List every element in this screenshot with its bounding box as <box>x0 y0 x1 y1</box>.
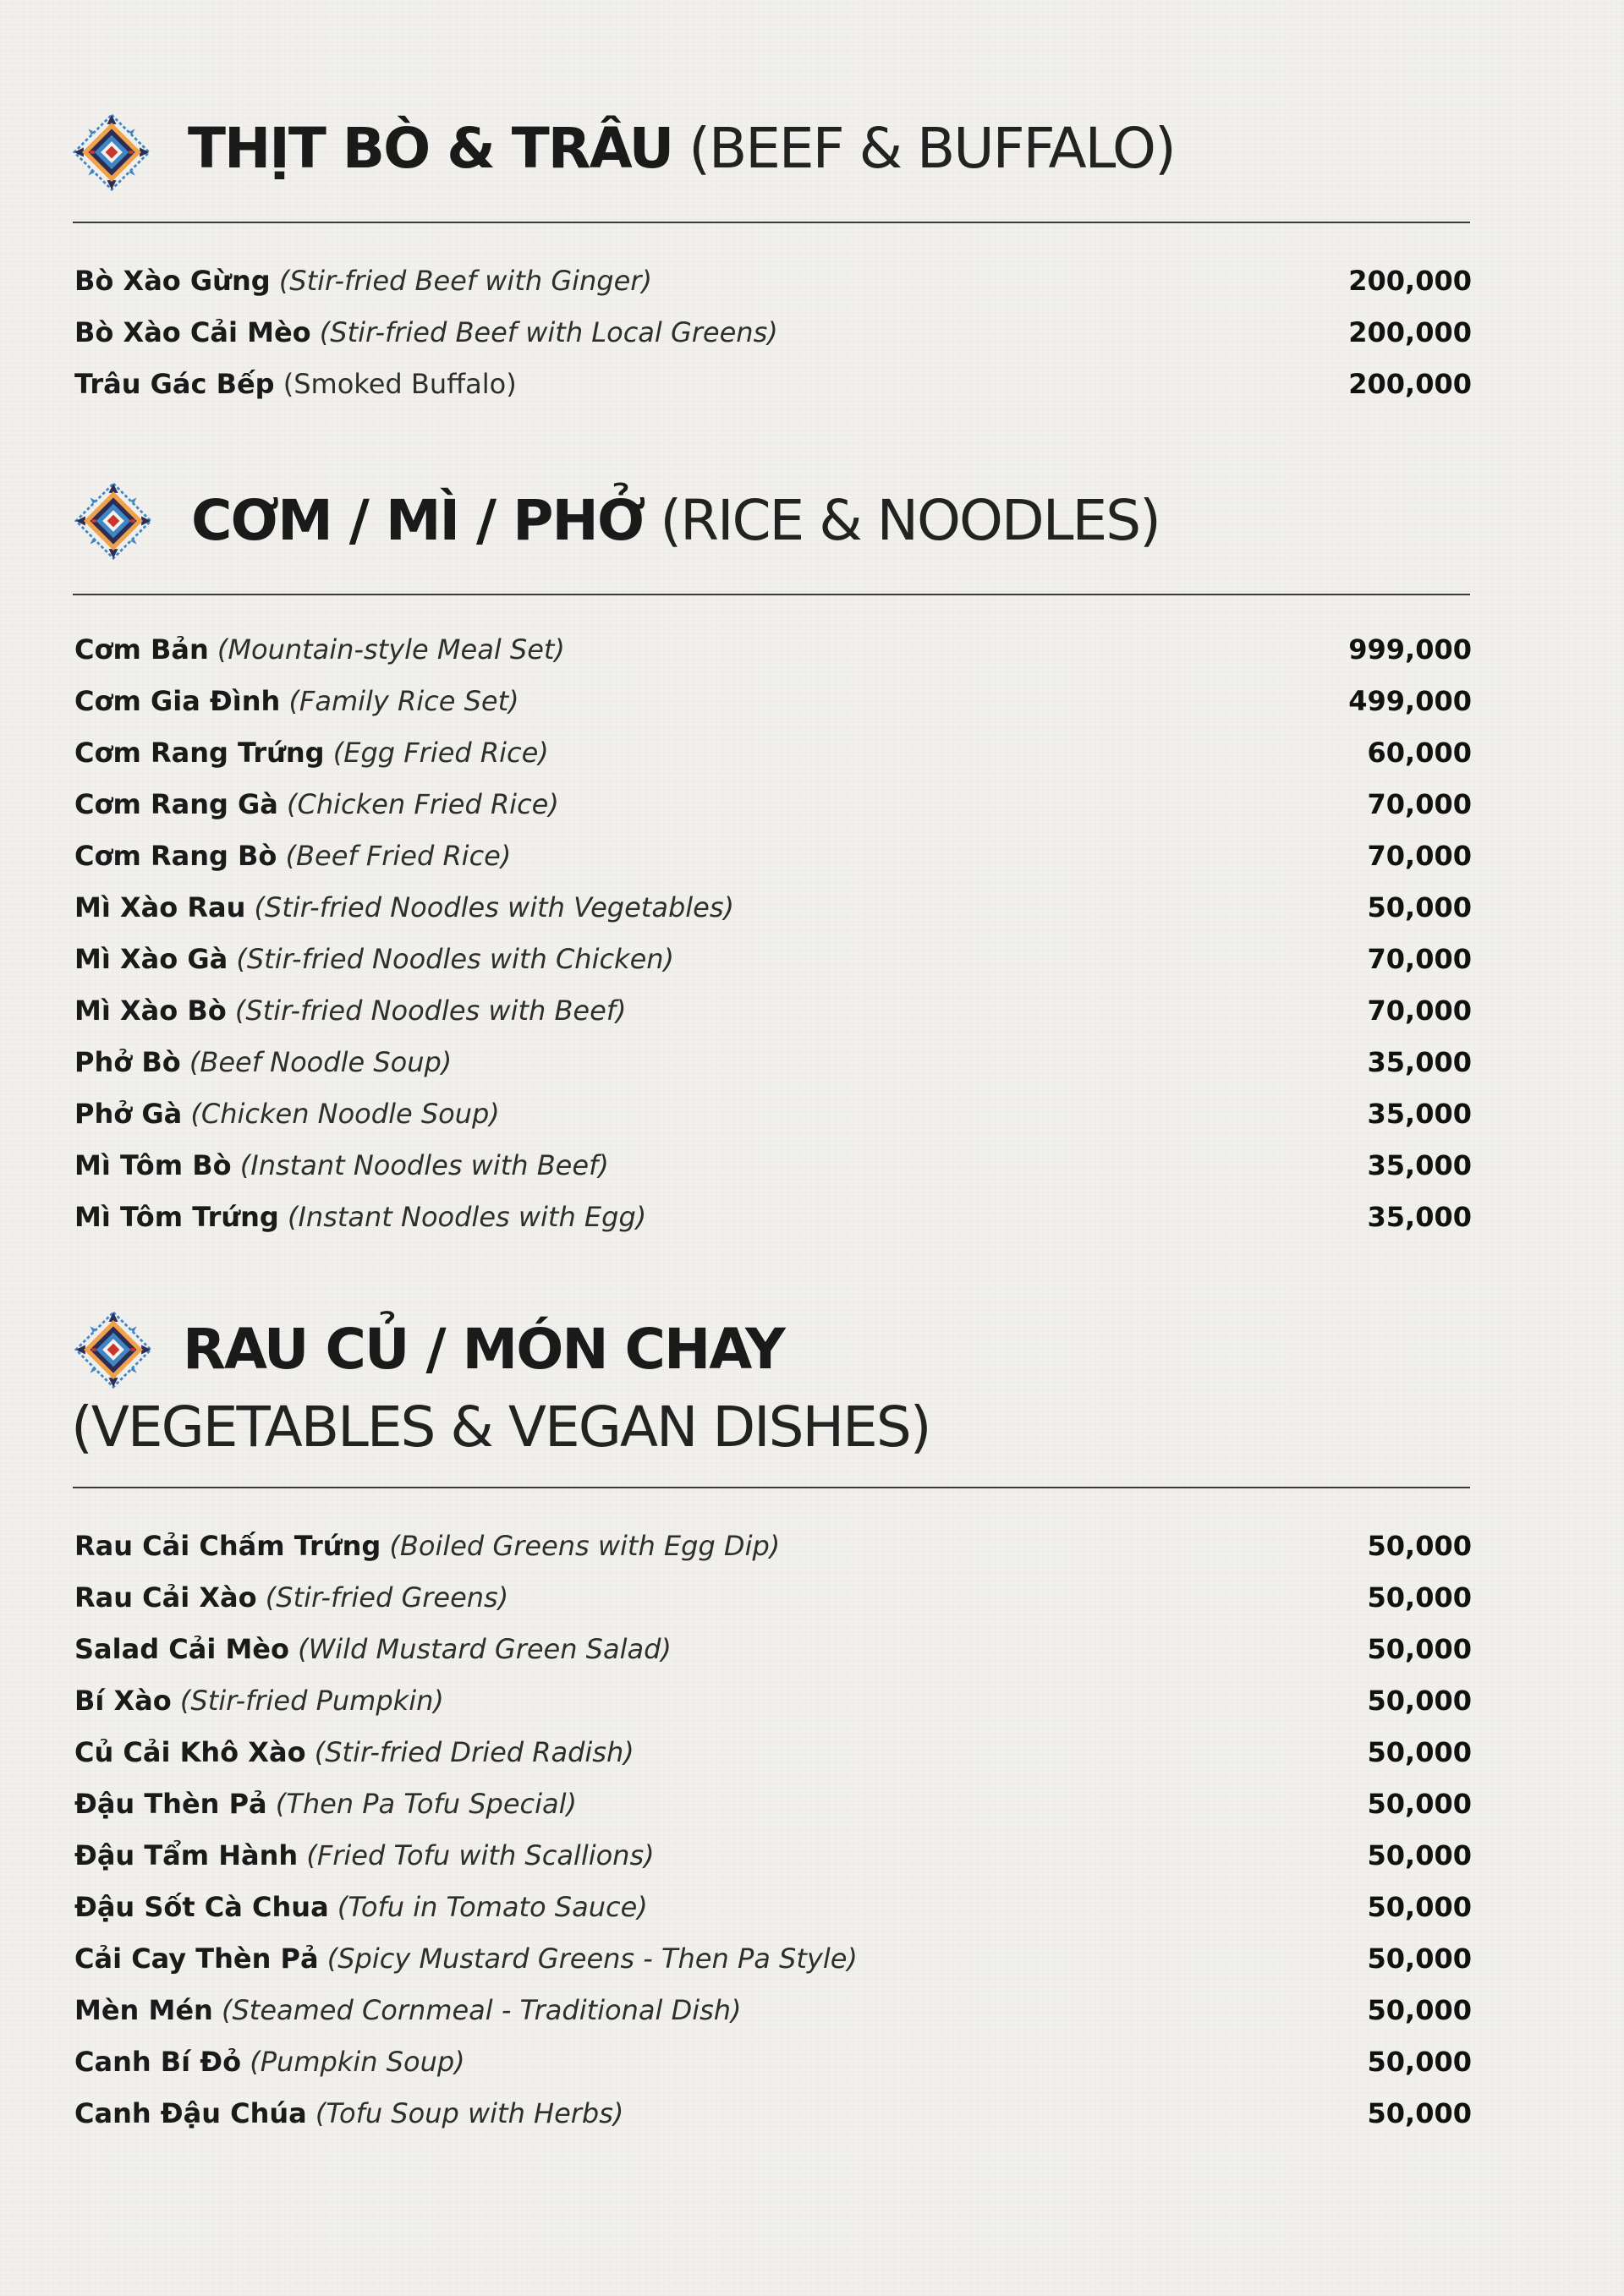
dish-price: 70,000 <box>1367 995 1472 1027</box>
dish-name: Phở Gà <box>74 1098 183 1130</box>
dish-price: 50,000 <box>1367 2097 1472 2129</box>
menu-item <box>74 1044 1472 1081</box>
dish-name: Đậu Sốt Cà Chua <box>74 1891 329 1923</box>
menu-item <box>74 2095 1472 2132</box>
section-divider <box>73 1487 1470 1488</box>
dish-price: 200,000 <box>1348 368 1472 400</box>
dish-price: 35,000 <box>1367 1046 1472 1078</box>
menu-item <box>74 1682 1472 1719</box>
dish-price: 50,000 <box>1367 1530 1472 1562</box>
menu-item <box>74 786 1472 823</box>
dish-name: Cơm Rang Gà <box>74 788 278 820</box>
diamond-pattern-icon <box>74 482 152 560</box>
dish-translation: (Beef Noodle Soup) <box>189 1046 453 1078</box>
dish-price: 50,000 <box>1367 2046 1472 2078</box>
dish-translation: (Mountain-style Meal Set) <box>217 633 565 666</box>
dish-price: 999,000 <box>1348 633 1472 666</box>
dish-name: Cơm Gia Đình <box>74 685 281 717</box>
dish-name: Mèn Mén <box>74 1994 213 2026</box>
dish-price: 70,000 <box>1367 788 1472 820</box>
dish-price: 50,000 <box>1367 1788 1472 1820</box>
menu-item <box>74 1940 1472 1977</box>
menu-item <box>74 837 1472 874</box>
menu-item <box>74 682 1472 720</box>
menu-item <box>74 2043 1472 2080</box>
dish-name: Salad Cải Mèo <box>74 1633 289 1665</box>
dish-price: 499,000 <box>1348 685 1472 717</box>
dish-price: 50,000 <box>1367 1891 1472 1923</box>
dish-price: 200,000 <box>1348 316 1472 348</box>
dish-name: Bò Xào Gừng <box>74 265 271 297</box>
dish-price: 50,000 <box>1367 1736 1472 1768</box>
dish-price: 60,000 <box>1367 737 1472 769</box>
menu-item <box>74 1785 1472 1822</box>
dish-translation: (Stir-fried Beef with Ginger) <box>278 265 652 297</box>
dish-translation: (Tofu in Tomato Sauce) <box>337 1891 648 1923</box>
dish-translation: (Tofu Soup with Herbs) <box>315 2097 624 2129</box>
dish-translation: (Family Rice Set) <box>288 685 519 717</box>
menu-item <box>74 365 1472 403</box>
dish-price: 70,000 <box>1367 840 1472 872</box>
section-divider <box>73 594 1470 595</box>
section-title-vi: RAU CỦ / MÓN CHAY <box>183 1317 784 1382</box>
section-title <box>191 490 1160 552</box>
dish-translation: (Steamed Cornmeal - Traditional Dish) <box>221 1994 742 2026</box>
menu-item <box>74 1198 1472 1236</box>
dish-translation: (Chicken Noodle Soup) <box>190 1098 500 1130</box>
menu-item <box>74 1630 1472 1668</box>
dish-price: 35,000 <box>1367 1201 1472 1233</box>
dish-price: 50,000 <box>1367 1685 1472 1717</box>
menu-item <box>74 992 1472 1029</box>
dish-translation: (Chicken Fried Rice) <box>287 788 559 820</box>
dish-price: 50,000 <box>1367 1581 1472 1614</box>
dish-translation: (Beef Fried Rice) <box>285 840 512 872</box>
section-title-en: (VEGETABLES & VEGAN DISHES) <box>71 1395 930 1460</box>
dish-name: Bí Xào <box>74 1685 172 1717</box>
section-title <box>183 1319 784 1381</box>
dish-name: Mì Xào Rau <box>74 891 246 923</box>
menu-item <box>74 1579 1472 1616</box>
dish-price: 50,000 <box>1367 1839 1472 1871</box>
dish-translation: (Stir-fried Noodles with Chicken) <box>236 943 675 975</box>
dish-price: 50,000 <box>1367 1994 1472 2026</box>
diamond-pattern-icon <box>73 113 151 191</box>
menu-item <box>74 262 1472 299</box>
dish-name: Củ Cải Khô Xào <box>74 1736 306 1768</box>
dish-translation: (Stir-fried Pumpkin) <box>179 1685 444 1717</box>
dish-name: Cơm Bản <box>74 633 209 666</box>
menu-item <box>74 889 1472 926</box>
dish-name: Cơm Rang Bò <box>74 840 277 872</box>
dish-translation: (Instant Noodles with Beef) <box>239 1149 609 1181</box>
dish-name: Canh Đậu Chúa <box>74 2097 307 2129</box>
dish-translation: (Fried Tofu with Scallions) <box>306 1839 655 1871</box>
dish-name: Đậu Tẩm Hành <box>74 1839 299 1871</box>
section-title-vi: THỊT BÒ & TRÂU <box>188 116 673 181</box>
menu-item <box>74 940 1472 978</box>
menu-item <box>74 1527 1472 1564</box>
dish-price: 200,000 <box>1348 265 1472 297</box>
menu-item <box>74 1147 1472 1184</box>
dish-translation: (Smoked Buffalo) <box>283 368 517 400</box>
section-title-en: (RICE & NOODLES) <box>660 488 1160 553</box>
dish-name: Mì Tôm Bò <box>74 1149 232 1181</box>
dish-name: Bò Xào Cải Mèo <box>74 316 311 348</box>
dish-name: Mì Xào Bò <box>74 995 227 1027</box>
dish-translation: (Stir-fried Greens) <box>265 1581 509 1614</box>
section-title <box>188 118 1175 180</box>
section-title-en: (BEEF & BUFFALO) <box>689 116 1175 181</box>
menu-item <box>74 734 1472 771</box>
menu-item <box>74 1734 1472 1771</box>
dish-translation: (Stir-fried Noodles with Beef) <box>234 995 627 1027</box>
dish-translation: (Stir-fried Dried Radish) <box>314 1736 634 1768</box>
dish-translation: (Pumpkin Soup) <box>250 2046 465 2078</box>
menu-item <box>74 1095 1472 1132</box>
dish-name: Rau Cải Chấm Trứng <box>74 1530 381 1562</box>
section-divider <box>73 222 1470 223</box>
dish-name: Canh Bí Đỏ <box>74 2046 242 2078</box>
dish-translation: (Then Pa Tofu Special) <box>275 1788 577 1820</box>
dish-translation: (Stir-fried Beef with Local Greens) <box>319 316 778 348</box>
dish-translation: (Boiled Greens with Egg Dip) <box>389 1530 781 1562</box>
dish-name: Trâu Gác Bếp <box>74 368 275 400</box>
menu-item <box>74 1992 1472 2029</box>
dish-translation: (Spicy Mustard Greens - Then Pa Style) <box>326 1943 858 1975</box>
menu-item <box>74 1837 1472 1874</box>
dish-price: 70,000 <box>1367 943 1472 975</box>
dish-translation: (Egg Fried Rice) <box>332 737 549 769</box>
dish-price: 50,000 <box>1367 891 1472 923</box>
menu-item <box>74 1888 1472 1926</box>
dish-name: Đậu Thèn Pả <box>74 1788 267 1820</box>
dish-price: 50,000 <box>1367 1633 1472 1665</box>
dish-translation: (Wild Mustard Green Salad) <box>298 1633 672 1665</box>
dish-name: Cơm Rang Trứng <box>74 737 325 769</box>
section-title-vi: CƠM / MÌ / PHỞ <box>191 488 645 553</box>
diamond-pattern-icon <box>74 1311 152 1389</box>
dish-name: Cải Cay Thèn Pả <box>74 1943 319 1975</box>
dish-name: Mì Tôm Trứng <box>74 1201 279 1233</box>
menu-item <box>74 314 1472 351</box>
dish-price: 50,000 <box>1367 1943 1472 1975</box>
dish-price: 35,000 <box>1367 1149 1472 1181</box>
menu-item <box>74 631 1472 668</box>
dish-translation: (Instant Noodles with Egg) <box>287 1201 647 1233</box>
dish-price: 35,000 <box>1367 1098 1472 1130</box>
dish-name: Rau Cải Xào <box>74 1581 257 1614</box>
dish-name: Mì Xào Gà <box>74 943 228 975</box>
dish-name: Phở Bò <box>74 1046 181 1078</box>
dish-translation: (Stir-fried Noodles with Vegetables) <box>254 891 734 923</box>
